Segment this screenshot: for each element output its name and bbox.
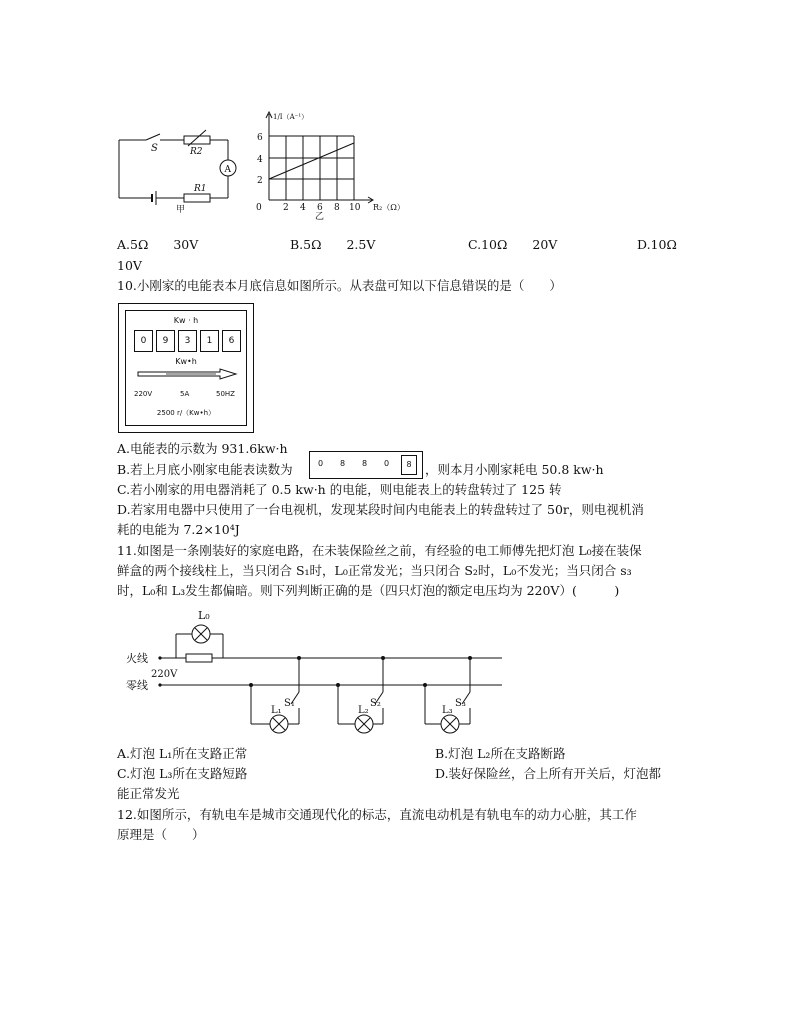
circuit-figure-jia [114, 122, 244, 214]
meter-revolutions: 2500 r/（Kw•h） [156, 409, 216, 417]
q10-option-b-post: ，则本月小刚家耗电 50.8 kw·h [425, 462, 604, 477]
meter-unit-mid: Kw•h [175, 357, 197, 366]
q11-option-a: A.灯泡 L₁所在支路正常 [117, 746, 248, 761]
q10-option-a: A.电能表的示数为 931.6kw·h [117, 441, 288, 456]
graph-x-tick-6: 6 [317, 203, 323, 213]
q11-option-d-line2: 能正常发光 [117, 786, 180, 801]
live-wire-label: 火线 [126, 652, 148, 665]
q11-option-b: B.灯泡 L₂所在支路断路 [435, 746, 566, 761]
q10-option-c: C.若小刚家的用电器消耗了 0.5 kw·h 的电能，则电能表上的转盘转过了 125 转 [117, 482, 562, 497]
energy-meter-figure [118, 303, 254, 433]
voltage-220v-label: 220V [151, 669, 178, 680]
graph-y-tick-2: 2 [257, 176, 263, 186]
graph-x-tick-8: 8 [334, 203, 340, 213]
circuit-caption-jia: 甲 [176, 205, 186, 215]
graph-x-tick-10: 10 [349, 203, 361, 213]
q9-option-c: C.10Ω 20V [468, 237, 558, 252]
q11-stem-line2: 鲜盒的两个接线柱上，当只闭合 S₁时，L₀正常发光；当只闭合 S₂时，L₀不发光；当只闭合 s₃ [117, 563, 632, 578]
meter-voltage: 220V [134, 390, 153, 398]
household-circuit-figure [118, 604, 508, 742]
reading-digit: 8 [362, 459, 368, 468]
graph-x-tick-0: 0 [256, 203, 262, 213]
q11-stem-line1: 11.如图是一条刚装好的家庭电路，在未装保险丝之前，有经验的电工师傅先把灯泡 L₀接在装保 [117, 543, 642, 558]
meter-digit: 1 [200, 330, 219, 352]
l1-label: L₁ [271, 705, 282, 716]
meter-arrow-icon [136, 369, 238, 379]
reading-digit: 0 [318, 459, 324, 468]
switch-s-label: S [151, 143, 158, 154]
graph-x-tick-2: 2 [283, 203, 289, 213]
s2-label: S₂ [370, 698, 381, 709]
q11-option-d-line1: D.装好保险丝，合上所有开关后，灯泡都 [435, 766, 662, 781]
l2-label: L₂ [358, 705, 369, 716]
meter-digits [134, 330, 242, 352]
q12-stem-line2: 原理是（ ） [117, 827, 205, 842]
meter-digit: 0 [134, 330, 153, 352]
q9-option-b: B.5Ω 2.5V [290, 237, 376, 252]
s1-label: S₁ [284, 698, 295, 709]
graph-x-axis-label: R₂（Ω） [373, 203, 405, 212]
graph-y-axis-label: 1/I（A⁻¹） [273, 113, 309, 121]
q10-option-d-line2: 耗的电能为 7.2×10⁴J [117, 522, 240, 537]
reading-digit: 8 [340, 459, 346, 468]
l0-label: L₀ [198, 609, 210, 622]
r1-label: R1 [194, 184, 207, 194]
q10-stem: 10.小刚家的电能表本月底信息如图所示。从表盘可知以下信息错误的是（ ） [117, 278, 562, 293]
q9-option-d-cont: 10V [117, 258, 142, 273]
graph-x-tick-4: 4 [300, 203, 306, 213]
graph-y-tick-6: 6 [257, 133, 263, 143]
q10-option-d-line1: D.若家用电器中只使用了一台电视机，发现某段时间内电能表上的转盘转过了 50r，则电视机消 [117, 502, 644, 517]
meter-digit: 6 [222, 330, 241, 352]
meter-unit-top: Kw · h [173, 316, 199, 325]
s3-label: S₃ [455, 698, 466, 709]
meter-frequency: 50HZ [216, 390, 235, 398]
energy-meter-panel [125, 310, 247, 426]
q10-option-b-pre: B.若上月底小刚家电能表读数为 [117, 462, 293, 477]
meter-current: 5A [180, 390, 190, 398]
graph-caption-yi: 乙 [315, 212, 325, 222]
meter-digit: 3 [178, 330, 197, 352]
r2-label: R2 [190, 147, 203, 157]
q11-option-c: C.灯泡 L₃所在支路短路 [117, 766, 248, 781]
inline-meter-reading [309, 451, 423, 479]
graph-figure-yi [252, 106, 412, 220]
ammeter-label: A [224, 165, 231, 175]
q9-option-d: D.10Ω [637, 237, 677, 252]
neutral-wire-label: 零线 [126, 679, 148, 692]
meter-digit: 9 [156, 330, 175, 352]
reading-digit: 0 [384, 459, 390, 468]
q11-stem-line3: 时，L₀和 L₃发生都偏暗。则下列判断正确的是（四只灯泡的额定电压均为 220V）( ) [117, 583, 620, 598]
reading-digit-last: 8 [401, 455, 417, 475]
q12-stem-line1: 12.如图所示，有轨电车是城市交通现代化的标志，直流电动机是有轨电车的动力心脏，其工作 [117, 807, 637, 822]
graph-y-tick-4: 4 [257, 155, 263, 165]
q9-option-a: A.5Ω 30V [117, 237, 199, 252]
l3-label: L₃ [442, 705, 453, 716]
